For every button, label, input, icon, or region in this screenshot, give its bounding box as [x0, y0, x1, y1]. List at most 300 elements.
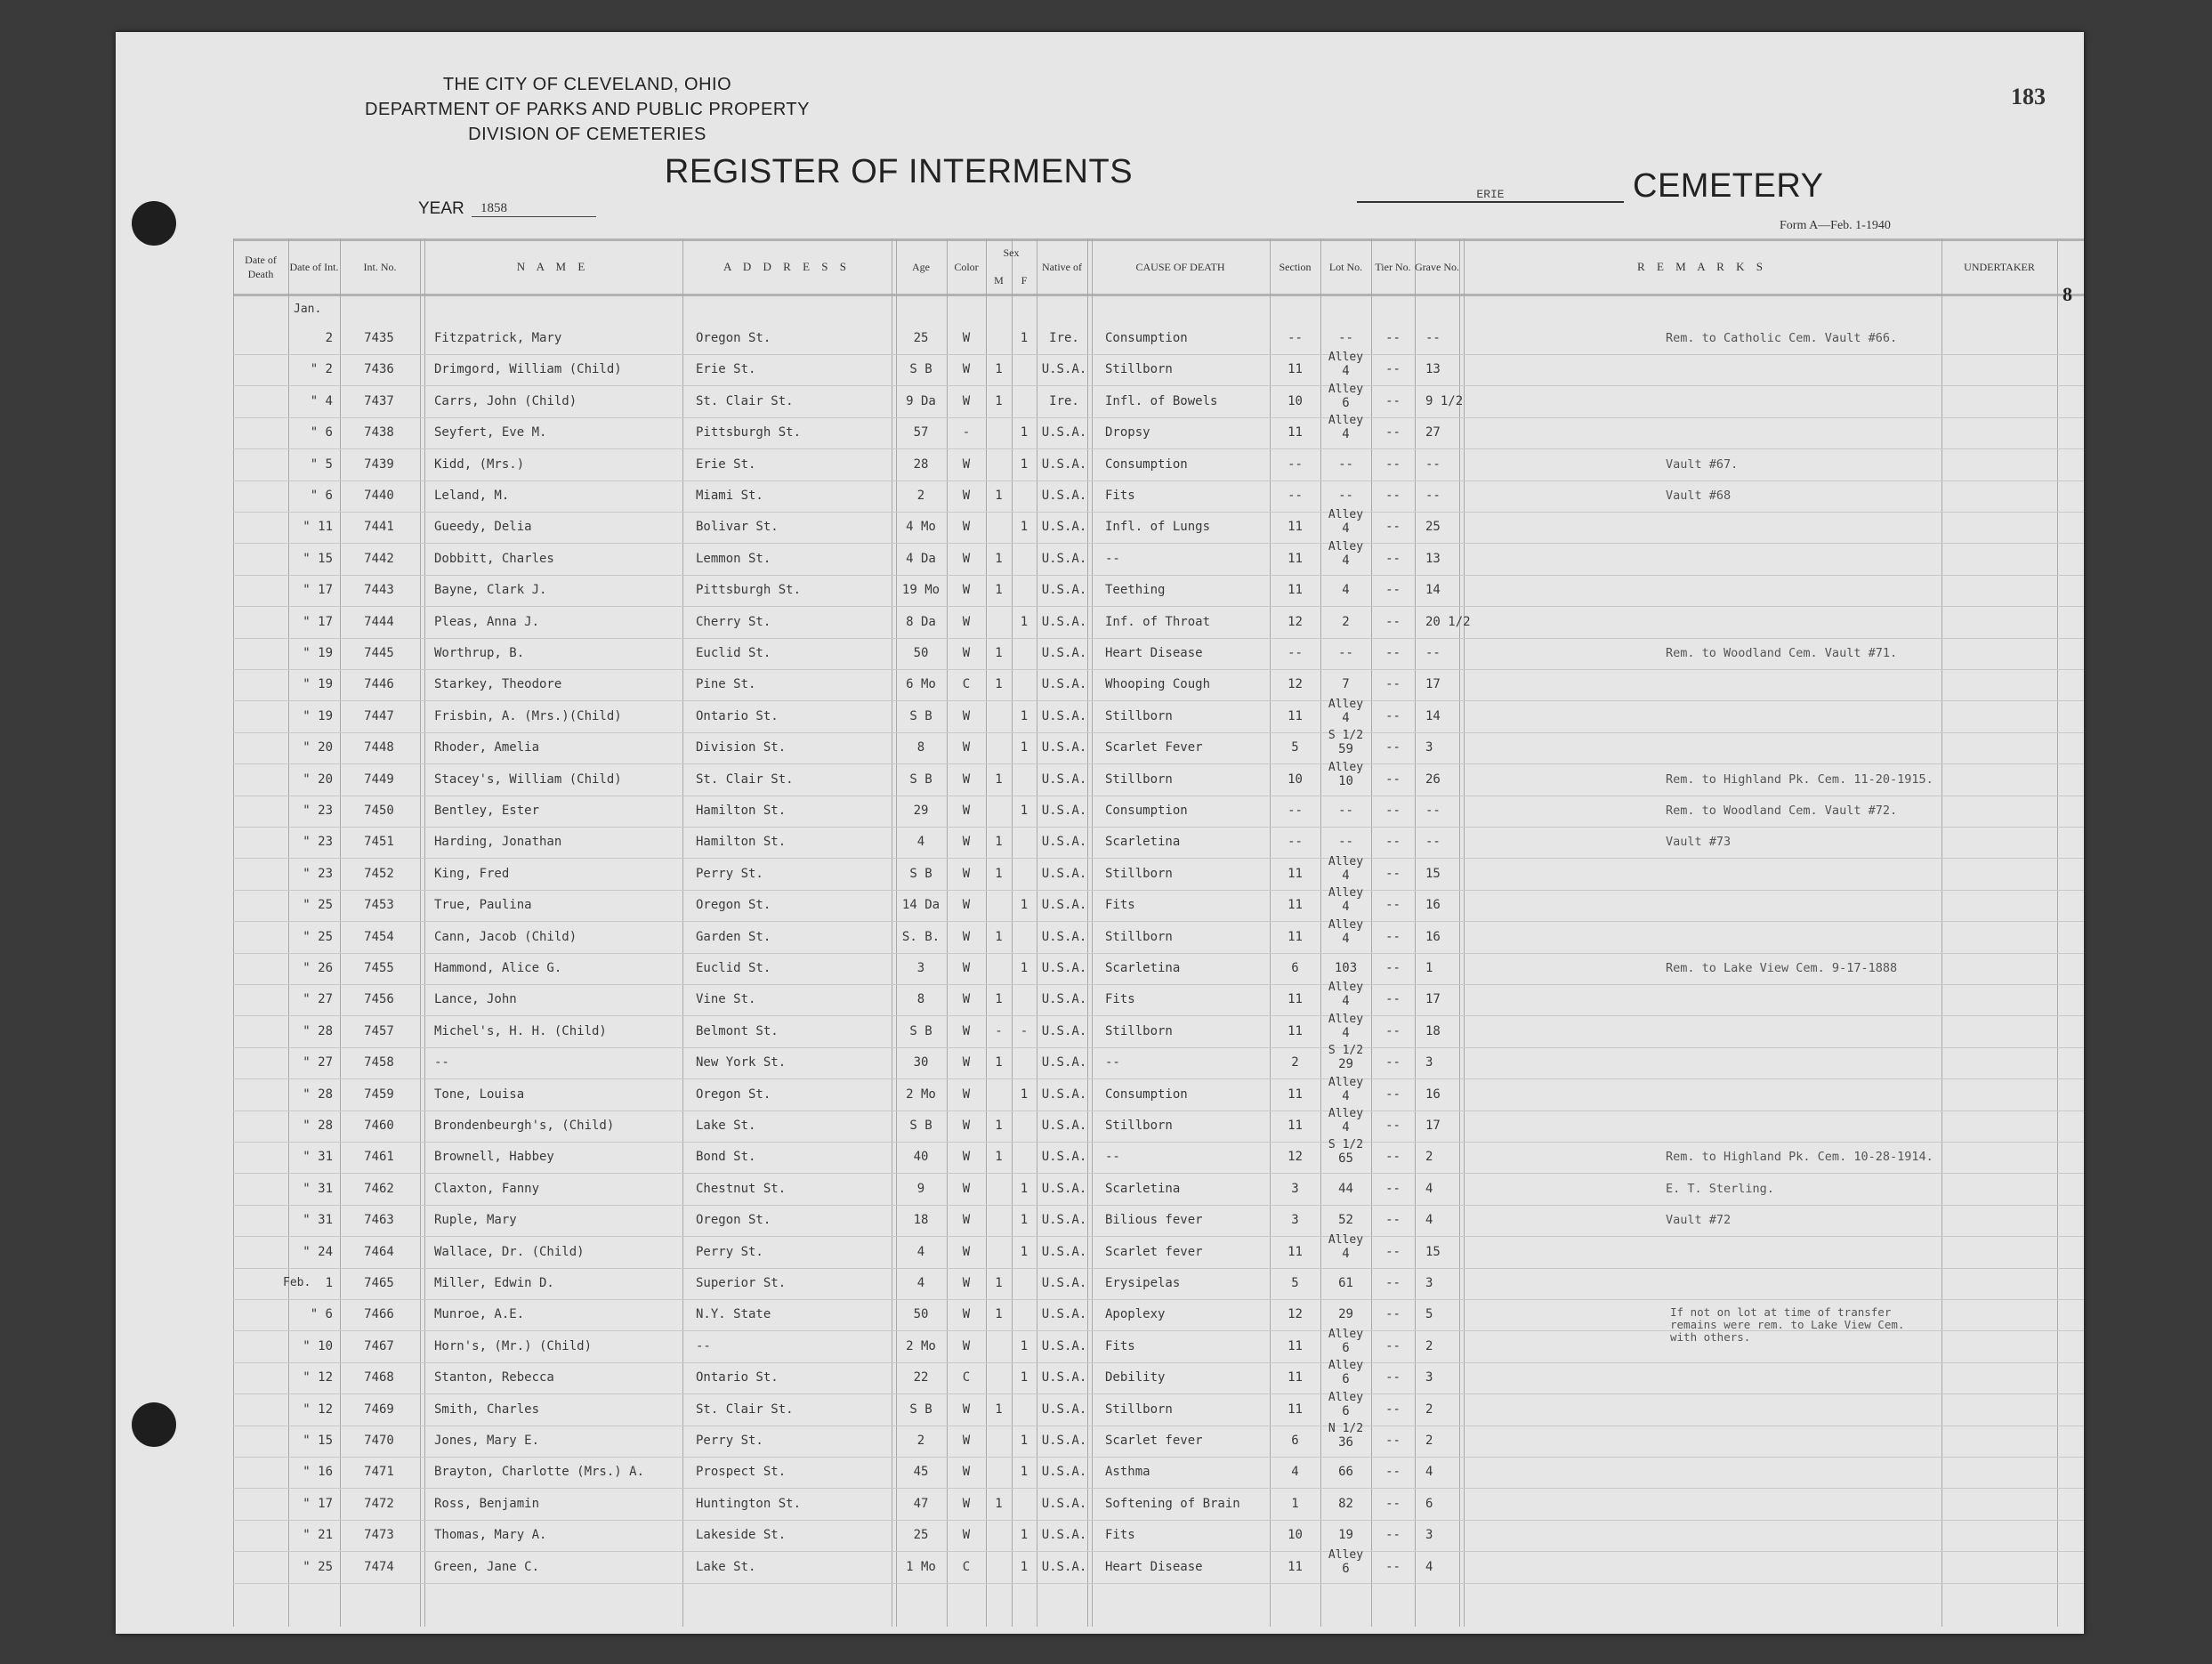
cell-tier: --	[1385, 456, 1401, 472]
cell-lot: 10	[1338, 773, 1353, 788]
cell-address: Pittsburgh St.	[696, 583, 802, 598]
cell-age: 50	[913, 1307, 929, 1322]
cell-color: W	[962, 898, 971, 913]
cell-section: 12	[1288, 1307, 1303, 1322]
cell-lot-prefix: N 1/2	[1328, 1422, 1364, 1435]
cell-color: W	[962, 1496, 971, 1511]
cell-address: Ontario St.	[696, 1370, 779, 1385]
cell-native: U.S.A.	[1041, 1307, 1087, 1322]
cell-color: W	[962, 489, 971, 503]
cell-int: 7469	[364, 1401, 394, 1417]
cell-name: Starkey, Theodore	[434, 677, 562, 692]
cell-m: 1	[995, 551, 1003, 566]
cell-native: U.S.A.	[1041, 804, 1087, 818]
cell-name: Smith, Charles	[434, 1401, 540, 1417]
cell-date: " 27	[303, 1055, 333, 1070]
cell-m: 1	[995, 1276, 1003, 1290]
cell-int: 7441	[364, 520, 394, 535]
cell-grave: 17	[1425, 1119, 1441, 1133]
cell-remarks: Vault #67.	[1666, 456, 1739, 472]
cell-native: U.S.A.	[1041, 1150, 1087, 1165]
cell-date: " 11	[303, 520, 333, 535]
cell-native: U.S.A.	[1041, 425, 1087, 440]
cell-date: " 25	[303, 1559, 333, 1574]
cell-section: 11	[1288, 1244, 1303, 1259]
cell-section: 4	[1291, 1465, 1299, 1480]
cell-native: U.S.A.	[1041, 929, 1087, 944]
header-color: Color	[954, 260, 979, 273]
cell-cause: --	[1105, 1150, 1120, 1165]
cell-grave: 16	[1425, 1086, 1441, 1102]
cell-color: W	[962, 456, 971, 472]
table-row	[233, 854, 2084, 893]
cell-lot: 4	[1342, 583, 1350, 598]
cell-name: Brondenbeurgh's, (Child)	[434, 1119, 615, 1133]
table-row	[233, 508, 2084, 545]
cell-f: -	[1020, 1023, 1029, 1038]
cell-lot-prefix: Alley	[1328, 854, 1364, 868]
header-grave-no: Grave No.	[1415, 260, 1459, 273]
cell-tier: --	[1385, 1465, 1401, 1480]
cell-address: Lakeside St.	[696, 1528, 787, 1543]
cell-color: W	[962, 1023, 971, 1038]
cell-date: " 4	[310, 393, 333, 408]
cell-f: 1	[1020, 1244, 1029, 1259]
cell-color: W	[962, 362, 971, 377]
cell-address: Division St.	[696, 740, 787, 755]
cell-grave: 2	[1425, 1401, 1433, 1417]
cell-remarks: Rem. to Woodland Cem. Vault #71.	[1666, 646, 1898, 660]
cell-lot-prefix: Alley	[1328, 1075, 1364, 1089]
cell-address: New York St.	[696, 1055, 787, 1070]
cell-age: S B	[909, 708, 932, 723]
cell-cause: Stillborn	[1105, 929, 1173, 944]
cell-cause: Debility	[1105, 1370, 1166, 1385]
cell-tier: --	[1385, 866, 1401, 881]
cell-grave: 2	[1425, 1434, 1433, 1448]
cell-lot: --	[1338, 456, 1353, 472]
cell-cause: Stillborn	[1105, 866, 1173, 881]
cell-name: Leland, M.	[434, 489, 510, 503]
table-row	[233, 1422, 2084, 1459]
cell-name: Gueedy, Delia	[434, 520, 532, 535]
cell-tier: --	[1385, 708, 1401, 723]
cell-address: Oregon St.	[696, 331, 771, 345]
cell-color: W	[962, 1086, 971, 1102]
cell-date: " 28	[303, 1119, 333, 1133]
cell-address: Huntington St.	[696, 1496, 802, 1511]
cell-native: U.S.A.	[1041, 614, 1087, 629]
table-row	[233, 917, 2084, 956]
cell-grave: 1	[1425, 961, 1433, 975]
cell-native: U.S.A.	[1041, 835, 1087, 850]
cell-age: 14 Da	[901, 898, 941, 913]
cell-lot-prefix: Alley	[1328, 1327, 1364, 1341]
cell-tier: --	[1385, 1528, 1401, 1543]
cell-section: 11	[1288, 583, 1303, 598]
table-row	[233, 1175, 2084, 1208]
cell-age: 25	[913, 1528, 929, 1543]
cell-native: U.S.A.	[1041, 1401, 1087, 1417]
cell-name: Bayne, Clark J.	[434, 583, 547, 598]
table-row	[233, 1107, 2084, 1144]
cell-lot-prefix: Alley	[1328, 382, 1364, 396]
cell-color: W	[962, 1338, 971, 1353]
cell-native: U.S.A.	[1041, 1086, 1087, 1102]
cell-section: 10	[1288, 1528, 1303, 1543]
header-bottom-rule	[233, 294, 2084, 296]
cell-date: " 12	[303, 1401, 333, 1417]
cemetery-label: CEMETERY	[1633, 167, 1824, 205]
cell-f: 1	[1020, 1181, 1029, 1196]
cell-lot-prefix: Alley	[1328, 539, 1364, 553]
cell-int: 7455	[364, 961, 394, 975]
cell-cause: Scarletina	[1105, 835, 1181, 850]
cell-native: U.S.A.	[1041, 771, 1087, 787]
cell-tier: --	[1385, 393, 1401, 408]
cell-lot-prefix: Alley	[1328, 351, 1364, 365]
cell-native: U.S.A.	[1041, 1528, 1087, 1543]
header-int-no: Int. No.	[363, 260, 397, 273]
cell-f: 1	[1020, 961, 1029, 975]
header-name: N A M E	[516, 260, 590, 274]
cell-int: 7463	[364, 1213, 394, 1228]
cell-age: S. B.	[901, 929, 941, 944]
cell-tier: --	[1385, 1119, 1401, 1133]
cell-name: Seyfert, Eve M.	[434, 425, 547, 440]
table-row	[233, 1206, 2084, 1239]
cell-name: Kidd, (Mrs.)	[434, 456, 525, 472]
cell-tier: --	[1385, 835, 1401, 850]
cell-color: W	[962, 929, 971, 944]
cell-int: 7466	[364, 1307, 394, 1322]
cell-int: 7442	[364, 551, 394, 566]
cell-lot: 2	[1342, 614, 1350, 629]
cell-grave: 27	[1425, 425, 1441, 440]
cell-section: --	[1288, 456, 1303, 472]
cell-tier: --	[1385, 898, 1401, 913]
cell-tier: --	[1385, 740, 1401, 755]
cell-address: Vine St.	[696, 992, 756, 1007]
cell-age: 8 Da	[906, 614, 936, 629]
header-native-of: Native of	[1042, 260, 1082, 273]
cell-date: " 26	[303, 961, 333, 975]
cell-date: " 31	[303, 1213, 333, 1228]
cell-grave: --	[1425, 456, 1441, 472]
transfer-note-line2: remains were rem. to Lake View Cem.	[1670, 1318, 1905, 1331]
cell-int: 7454	[364, 929, 394, 944]
cell-m: 1	[995, 771, 1003, 787]
cell-f: 1	[1020, 1338, 1029, 1353]
cell-cause: Fits	[1105, 1528, 1135, 1543]
cell-address: Lake St.	[696, 1119, 756, 1133]
cell-date: " 23	[303, 804, 333, 818]
cell-f: 1	[1020, 1559, 1029, 1574]
cell-f: 1	[1020, 456, 1029, 472]
cell-age: S B	[909, 1023, 932, 1038]
cell-native: U.S.A.	[1041, 961, 1087, 975]
cell-grave: 3	[1425, 1528, 1433, 1543]
cell-address: --	[696, 1338, 711, 1353]
cell-grave: 4	[1425, 1181, 1433, 1196]
cell-remarks: Rem. to Highland Pk. Cem. 11-20-1915.	[1666, 771, 1933, 787]
cell-native: U.S.A.	[1041, 1023, 1087, 1038]
header-age: Age	[912, 260, 930, 273]
cell-date: " 6	[310, 489, 333, 503]
cell-m: 1	[995, 393, 1003, 408]
table-row	[233, 796, 2084, 829]
cell-native: U.S.A.	[1041, 1559, 1087, 1574]
cell-f: 1	[1020, 1528, 1029, 1543]
cell-date: " 12	[303, 1370, 333, 1385]
cell-cause: Dropsy	[1105, 425, 1150, 440]
cell-age: 4	[916, 835, 925, 850]
cell-date: " 31	[303, 1150, 333, 1165]
cell-name: Claxton, Fanny	[434, 1181, 540, 1196]
cell-lot-prefix: Alley	[1328, 917, 1364, 932]
cell-age: 50	[913, 646, 929, 660]
cell-address: Euclid St.	[696, 961, 771, 975]
cell-cause: Scarlet Fever	[1105, 740, 1203, 755]
cell-cause: Stillborn	[1105, 708, 1173, 723]
cell-section: 11	[1288, 1559, 1303, 1574]
cell-date: " 20	[303, 771, 333, 787]
cell-grave: 13	[1425, 551, 1441, 566]
cell-address: Superior St.	[696, 1276, 787, 1290]
cell-int: 7473	[364, 1528, 394, 1543]
cell-address: Erie St.	[696, 362, 756, 377]
cell-lot: 4	[1342, 710, 1350, 725]
cell-lot: 6	[1342, 395, 1350, 410]
cell-name: Worthrup, B.	[434, 646, 525, 660]
cell-name: Stacey's, William (Child)	[434, 771, 622, 787]
cell-date: " 2	[310, 362, 333, 377]
cell-cause: Fits	[1105, 489, 1135, 503]
cell-m: 1	[995, 362, 1003, 377]
cell-address: Hamilton St.	[696, 835, 787, 850]
cell-address: Oregon St.	[696, 1213, 771, 1228]
cell-lot-prefix: Alley	[1328, 1107, 1364, 1120]
cell-date: " 31	[303, 1181, 333, 1196]
cell-date: " 23	[303, 835, 333, 850]
cell-section: 10	[1288, 393, 1303, 408]
cell-int: 7456	[364, 992, 394, 1007]
table-row	[233, 324, 2084, 357]
cell-grave: 15	[1425, 1244, 1441, 1259]
cell-cause: Erysipelas	[1105, 1276, 1181, 1290]
cell-m: 1	[995, 835, 1003, 850]
cell-native: U.S.A.	[1041, 677, 1087, 692]
cell-tier: --	[1385, 520, 1401, 535]
cell-section: 3	[1291, 1181, 1299, 1196]
month-label-feb: Feb.	[283, 1276, 311, 1289]
cell-age: 2 Mo	[906, 1338, 936, 1353]
cell-date: " 24	[303, 1244, 333, 1259]
cell-date: " 27	[303, 992, 333, 1007]
cell-date: " 20	[303, 740, 333, 755]
cell-address: Belmont St.	[696, 1023, 779, 1038]
cell-section: 5	[1291, 740, 1299, 755]
cell-lot-prefix: Alley	[1328, 697, 1364, 711]
cell-name: Wallace, Dr. (Child)	[434, 1244, 585, 1259]
table-row	[233, 1547, 2084, 1586]
cell-date: " 16	[303, 1465, 333, 1480]
cell-age: 2	[916, 489, 925, 503]
cell-int: 7446	[364, 677, 394, 692]
cell-native: U.S.A.	[1041, 1181, 1087, 1196]
year-label: YEAR	[418, 199, 464, 218]
cell-int: 7438	[364, 425, 394, 440]
cell-grave: 3	[1425, 1276, 1433, 1290]
cell-age: S B	[909, 1401, 932, 1417]
cell-grave: 26	[1425, 771, 1441, 787]
cell-lot: 4	[1342, 994, 1350, 1009]
header-department: DEPARTMENT OF PARKS AND PUBLIC PROPERTY	[365, 100, 810, 119]
cell-lot-prefix: Alley	[1328, 886, 1364, 901]
cell-cause: Stillborn	[1105, 771, 1173, 787]
cell-tier: --	[1385, 677, 1401, 692]
cell-lot: 4	[1342, 364, 1350, 379]
cell-section: 11	[1288, 929, 1303, 944]
table-row	[233, 450, 2084, 483]
cell-color: W	[962, 1465, 971, 1480]
cell-cause: Apoplexy	[1105, 1307, 1166, 1322]
cell-m: 1	[995, 992, 1003, 1007]
cell-name: Harding, Jonathan	[434, 835, 562, 850]
transfer-note-line1: If not on lot at time of transfer	[1670, 1305, 1892, 1319]
cell-name: Fitzpatrick, Mary	[434, 331, 562, 345]
table-row	[233, 954, 2084, 987]
cell-age: 9	[916, 1181, 925, 1196]
cell-f: 1	[1020, 614, 1029, 629]
cell-color: W	[962, 992, 971, 1007]
binder-hole-bottom	[132, 1402, 176, 1447]
cell-f: 1	[1020, 331, 1029, 345]
header-date-of-death: Date of Death	[245, 253, 277, 280]
cell-cause: Infl. of Bowels	[1105, 393, 1218, 408]
cell-age: 2	[916, 1434, 925, 1448]
cell-cause: Teething	[1105, 583, 1166, 598]
cell-tier: --	[1385, 1244, 1401, 1259]
cell-name: Drimgord, William (Child)	[434, 362, 622, 377]
cell-name: Ross, Benjamin	[434, 1496, 540, 1511]
table-row	[233, 414, 2084, 451]
cell-tier: --	[1385, 1496, 1401, 1511]
cell-age: 8	[916, 740, 925, 755]
table-row	[233, 981, 2084, 1018]
cell-tier: --	[1385, 1307, 1401, 1322]
cell-age: 8	[916, 992, 925, 1007]
cell-name: Bentley, Ester	[434, 804, 540, 818]
cell-section: 11	[1288, 1119, 1303, 1133]
cell-cause: Fits	[1105, 1338, 1135, 1353]
cell-lot: 6	[1342, 1340, 1350, 1355]
cell-lot: 4	[1342, 521, 1350, 537]
cell-lot: 6	[1342, 1403, 1350, 1418]
cell-color: W	[962, 804, 971, 818]
cell-age: 4 Mo	[906, 520, 936, 535]
table-row	[233, 1232, 2084, 1271]
cell-m: -	[995, 1023, 1003, 1038]
cell-lot-prefix: Alley	[1328, 1359, 1364, 1373]
cell-date: " 6	[310, 1307, 333, 1322]
cell-address: Pittsburgh St.	[696, 425, 802, 440]
cell-section: 10	[1288, 771, 1303, 787]
table-row	[233, 1458, 2084, 1490]
cell-grave: 3	[1425, 740, 1433, 755]
cell-name: Michel's, H. H. (Child)	[434, 1023, 607, 1038]
cell-section: 11	[1288, 708, 1303, 723]
cell-grave: 4	[1425, 1465, 1433, 1480]
cell-color: W	[962, 1150, 971, 1165]
cell-native: U.S.A.	[1041, 708, 1087, 723]
header-city: THE CITY OF CLEVELAND, OHIO	[442, 75, 732, 94]
table-row	[233, 481, 2084, 514]
cell-date: " 10	[303, 1338, 333, 1353]
cell-name: Carrs, John (Child)	[434, 393, 577, 408]
cell-age: S B	[909, 1119, 932, 1133]
cell-grave: 3	[1425, 1055, 1433, 1070]
cell-section: 6	[1291, 961, 1299, 975]
cell-color: W	[962, 1401, 971, 1417]
cell-name: Jones, Mary E.	[434, 1434, 540, 1448]
cell-color: W	[962, 1119, 971, 1133]
cell-cause: Asthma	[1105, 1465, 1150, 1480]
header-address: A D D R E S S	[723, 260, 852, 274]
cell-tier: --	[1385, 646, 1401, 660]
cell-color: W	[962, 1528, 971, 1543]
header-division: DIVISION OF CEMETERIES	[468, 125, 706, 144]
cell-section: 11	[1288, 425, 1303, 440]
table-row	[233, 539, 2084, 578]
cell-name: True, Paulina	[434, 898, 532, 913]
cell-remarks: Vault #72	[1666, 1213, 1732, 1228]
cell-native: U.S.A.	[1041, 1338, 1087, 1353]
cell-date: " 25	[303, 898, 333, 913]
cell-lot: 66	[1338, 1465, 1353, 1480]
cell-name: Tone, Louisa	[434, 1086, 525, 1102]
cell-section: 11	[1288, 1023, 1303, 1038]
cell-age: 4	[916, 1244, 925, 1259]
cell-color: C	[962, 1559, 971, 1574]
cell-cause: Scarletina	[1105, 1181, 1181, 1196]
cell-lot: 29	[1338, 1307, 1353, 1322]
cell-date: " 19	[303, 677, 333, 692]
cell-name: Horn's, (Mr.) (Child)	[434, 1338, 593, 1353]
cell-color: W	[962, 1276, 971, 1290]
cell-native: U.S.A.	[1041, 1496, 1087, 1511]
cell-f: 1	[1020, 520, 1029, 535]
header-tier-no: Tier No.	[1375, 260, 1411, 273]
page-number: 183	[2011, 84, 2046, 109]
cell-native: U.S.A.	[1041, 551, 1087, 566]
cell-section: 5	[1291, 1276, 1299, 1290]
cell-section: 12	[1288, 614, 1303, 629]
cell-address: Miami St.	[696, 489, 763, 503]
cell-remarks: Rem. to Lake View Cem. 9-17-1888	[1666, 961, 1898, 975]
cell-lot: 4	[1342, 1088, 1350, 1103]
cell-age: 45	[913, 1465, 929, 1480]
cell-lot: 4	[1342, 427, 1350, 442]
cell-f: 1	[1020, 1434, 1029, 1448]
cell-section: --	[1288, 331, 1303, 345]
cell-address: Perry St.	[696, 866, 763, 881]
cell-color: W	[962, 708, 971, 723]
cell-native: U.S.A.	[1041, 1213, 1087, 1228]
cell-name: Thomas, Mary A.	[434, 1528, 547, 1543]
cell-lot: 4	[1342, 900, 1350, 915]
cell-lot: 44	[1338, 1181, 1353, 1196]
